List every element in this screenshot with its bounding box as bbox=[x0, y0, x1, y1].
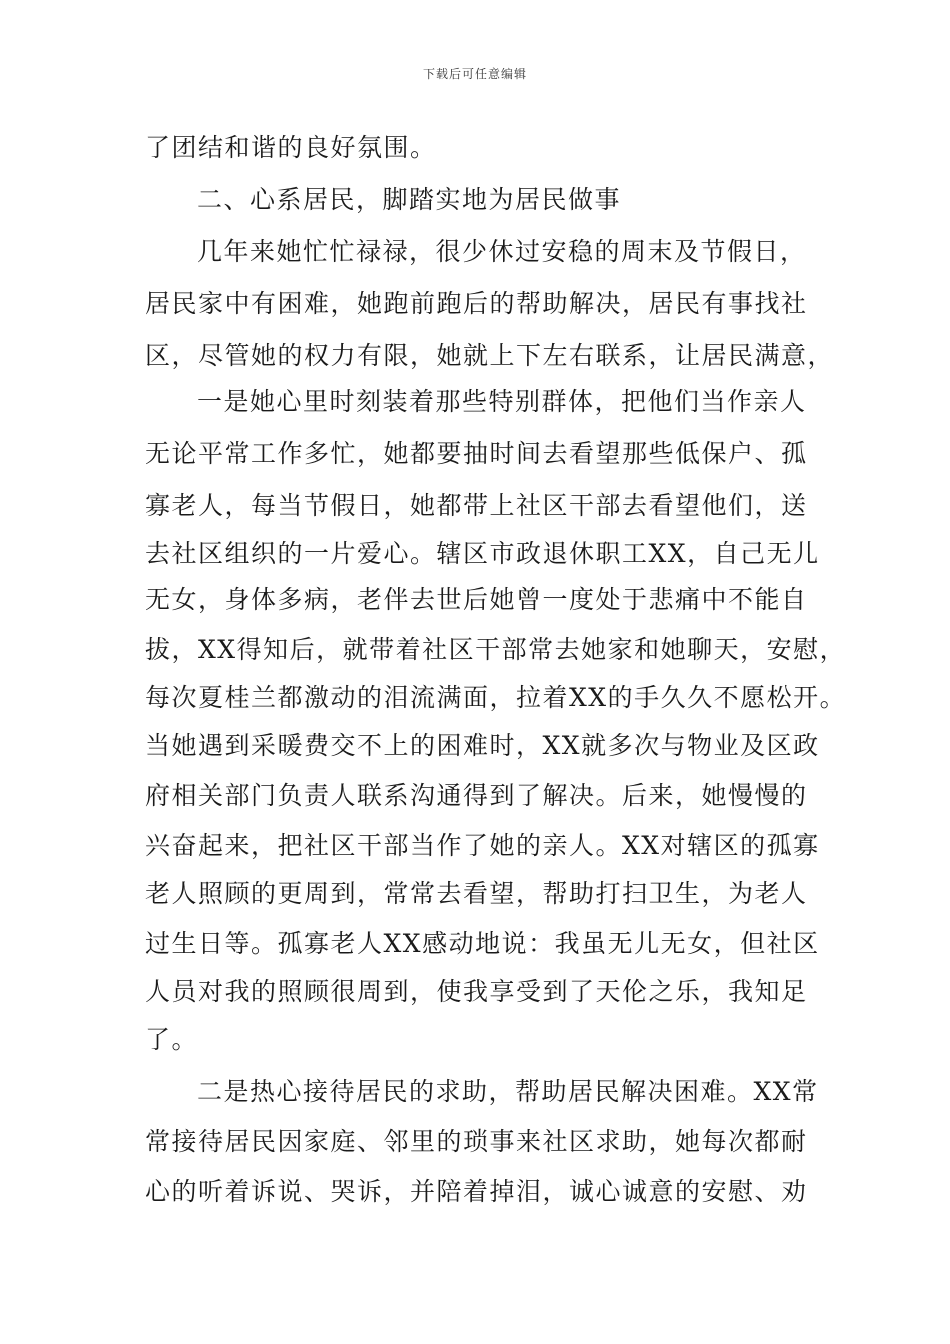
page-header: 下载后可任意编辑 bbox=[422, 67, 527, 81]
text-line: 每次夏桂兰都激动的泪流满面，拉着XX的手久久不愿松开。 bbox=[145, 683, 847, 712]
text-line: 区，尽管她的权力有限，她就上下左右联系，让居民满意， bbox=[145, 341, 835, 370]
text-line: 心的听着诉说、哭诉，并陪着掉泪，诚心诚意的安慰、劝 bbox=[145, 1177, 808, 1206]
text-line: 无论平常工作多忙，她都要抽时间去看望那些低保户、孤 bbox=[145, 439, 808, 468]
section-heading: 二、心系居民，脚踏实地为居民做事 bbox=[197, 185, 622, 214]
text-line: 过生日等。孤寡老人XX感动地说：我虽无儿无女，但社区 bbox=[145, 929, 820, 958]
text-line: 人员对我的照顾很周到，使我享受到了天伦之乐，我知足 bbox=[145, 977, 808, 1006]
text-line: 常接待居民因家庭、邻里的琐事来社区求助，她每次都耐 bbox=[145, 1127, 808, 1156]
text-line: 去社区组织的一片爱心。辖区市政退休职工XX，自己无儿 bbox=[145, 539, 820, 568]
text-line: 当她遇到采暖费交不上的困难时，XX就多次与物业及区政 bbox=[145, 731, 820, 760]
text-line: 兴奋起来，把社区干部当作了她的亲人。XX对辖区的孤寡 bbox=[145, 831, 820, 860]
text-line: 府相关部门负责人联系沟通得到了解决。后来，她慢慢的 bbox=[145, 781, 808, 810]
text-line: 居民家中有困难，她跑前跑后的帮助解决，居民有事找社 bbox=[145, 289, 808, 318]
text-line: 一是她心里时刻装着那些特别群体，把他们当作亲人 bbox=[197, 387, 807, 416]
text-line: 拔，XX得知后，就带着社区干部常去她家和她聊天，安慰， bbox=[145, 635, 847, 664]
text-line: 二是热心接待居民的求助，帮助居民解决困难。XX常 bbox=[197, 1077, 819, 1106]
text-line: 了。 bbox=[145, 1025, 199, 1054]
text-line: 老人照顾的更周到，常常去看望，帮助打扫卫生，为老人 bbox=[145, 879, 808, 908]
text-line: 无女，身体多病，老伴去世后她曾一度处于悲痛中不能自 bbox=[145, 585, 808, 614]
text-line: 了团结和谐的良好氛围。 bbox=[145, 133, 437, 162]
text-line: 几年来她忙忙禄禄，很少休过安稳的周末及节假日， bbox=[197, 237, 807, 266]
text-line: 寡老人，每当节假日，她都带上社区干部去看望他们，送 bbox=[145, 491, 808, 520]
